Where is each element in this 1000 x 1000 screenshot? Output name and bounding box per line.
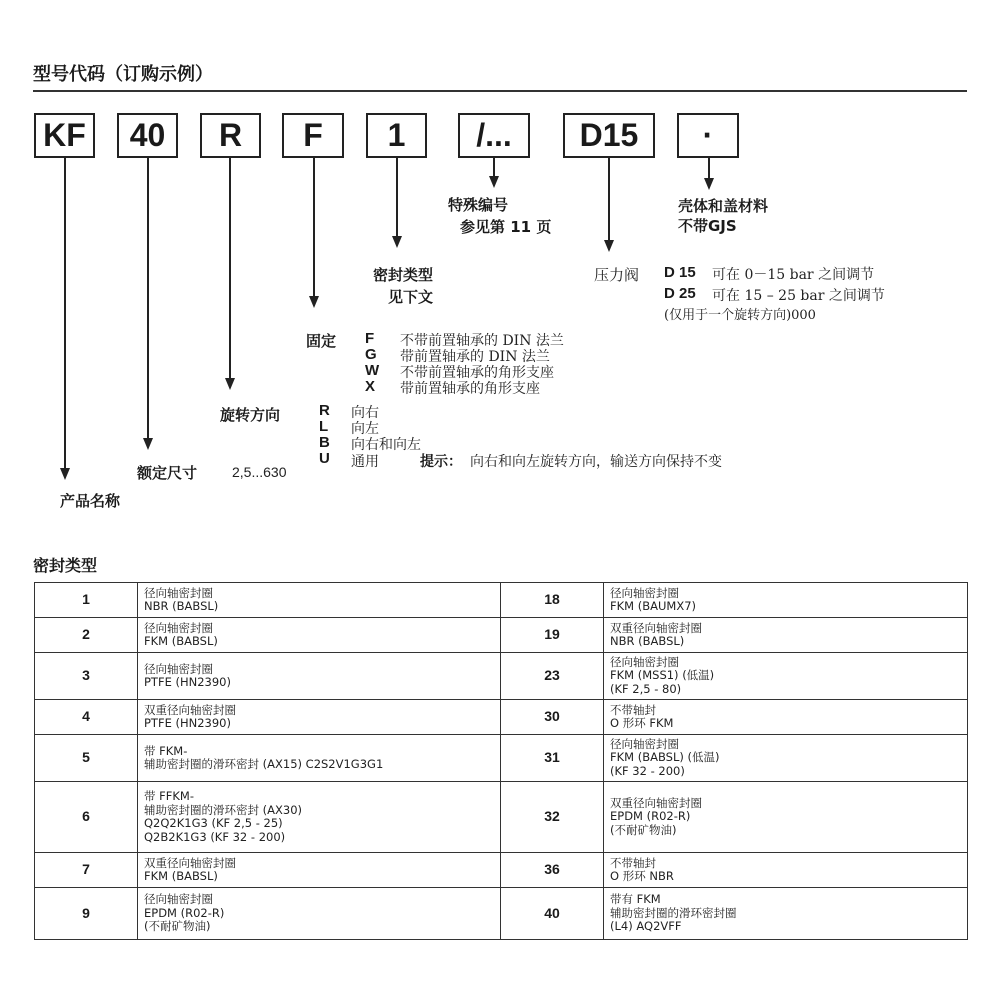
seal-code-cell: 31 [501, 735, 604, 782]
seal-description-line: FKM (BABSL) [144, 634, 218, 648]
seal-code-cell: 5 [35, 735, 138, 782]
arrowhead-mounting [309, 296, 319, 308]
rotation-code-u: U [319, 450, 330, 467]
pressure-note: (仅用于一个旋转方向)000 [664, 308, 816, 323]
rotation-text-b: 向右和向左 [351, 437, 421, 453]
leader-line-special [493, 158, 495, 178]
seal-description-line: EPDM (R02-R) [610, 809, 691, 824]
rotation-hint-text: 向右和向左旋转方向，输送方向保持不变 [470, 454, 722, 470]
rotation-text-r: 向右 [351, 405, 379, 421]
seal-description-line: 辅助密封圈的滑环密封圈 [610, 905, 737, 920]
arrowhead-pressure [604, 240, 614, 252]
seal-description-line: (不耐矿物油) [610, 822, 677, 837]
seal-code-cell: 23 [501, 653, 604, 700]
seal-description-cell [604, 735, 968, 782]
arrowhead-product [60, 468, 70, 480]
rotation-code-b: B [319, 434, 330, 451]
seal-description-line: FKM (BABSL) [144, 869, 218, 883]
page-title: 型号代码（订购示例） [33, 64, 213, 85]
code-box-mounting: F [282, 113, 344, 158]
seal-type-table [34, 582, 968, 940]
seal-description-line: Q2B2K1G3 (KF 32 - 200) [144, 829, 286, 844]
seal-description-line: 径向轴密封圈 [610, 736, 679, 751]
size-value: 2,5...630 [232, 464, 287, 480]
table-row [35, 653, 968, 700]
seal-description-line: 径向轴密封圈 [144, 892, 213, 907]
seal-description-line: 径向轴密封圈 [610, 654, 679, 669]
mount-title: 固定 [306, 332, 337, 350]
seal-description-line: 径向轴密封圈 [144, 585, 213, 600]
seal-description-cell [604, 700, 968, 735]
seal-description-line: O 形环 FKM [610, 716, 674, 730]
pressure-code-d25: D 25 [664, 285, 696, 302]
seal-description-cell [138, 853, 501, 888]
seal-description-line: 带 FKM- [144, 743, 188, 758]
leader-line-housing [708, 158, 710, 180]
seal-title: 密封类型 [373, 266, 434, 284]
seal-description-line: 带有 FKM [610, 892, 661, 907]
seal-description-cell [604, 888, 968, 940]
size-title: 额定尺寸 [137, 464, 198, 482]
product-title: 产品名称 [60, 492, 121, 510]
housing-title: 壳体和盖材料 [678, 197, 769, 215]
seal-description-cell [138, 888, 501, 940]
seal-code-cell: 4 [35, 700, 138, 735]
table-row [35, 700, 968, 735]
seal-description-cell [138, 583, 501, 618]
seal-code-cell: 19 [501, 618, 604, 653]
seal-section-title: 密封类型 [33, 556, 98, 575]
rotation-hint-label: 提示： [420, 454, 462, 470]
seal-description-line: 双重径向轴密封圈 [144, 855, 236, 870]
rotation-text-l: 向左 [351, 421, 379, 437]
arrowhead-size [143, 438, 153, 450]
seal-table-body [35, 583, 968, 940]
pressure-label: 压力阀 [594, 266, 640, 284]
pressure-text-d25: 可在 15 – 25 bar 之间调节 [712, 288, 885, 304]
seal-description-cell [604, 853, 968, 888]
rotation-text-u: 通用 [351, 454, 379, 470]
seal-code-cell: 1 [35, 583, 138, 618]
seal-description-line: (KF 2,5 - 80) [610, 681, 682, 696]
seal-description-line: NBR (BABSL) [144, 599, 219, 613]
seal-description-line: 双重径向轴密封圈 [610, 620, 702, 635]
mount-code-w: W [365, 362, 380, 379]
seal-description-cell [604, 653, 968, 700]
special-title: 特殊编号 [448, 196, 509, 214]
seal-code-cell: 32 [501, 782, 604, 853]
mount-text-g: 带前置轴承的 DIN 法兰 [400, 349, 550, 365]
leader-line-product [64, 158, 66, 470]
seal-description-cell [604, 618, 968, 653]
seal-description-line: NBR (BABSL) [610, 634, 685, 648]
table-row [35, 618, 968, 653]
seal-description-line: 径向轴密封圈 [144, 661, 213, 676]
arrowhead-rotation [225, 378, 235, 390]
seal-code-cell: 18 [501, 583, 604, 618]
leader-line-rotation [229, 158, 231, 380]
leader-line-pressure [608, 158, 610, 241]
arrowhead-housing [704, 178, 714, 190]
seal-description-line: PTFE (HN2390) [144, 716, 231, 730]
seal-description-line: 辅助密封圈的滑环密封 (AX30) [144, 802, 303, 817]
leader-line-mounting [313, 158, 315, 298]
mount-code-x: X [365, 378, 376, 395]
arrowhead-special [489, 176, 499, 188]
table-row [35, 888, 968, 940]
pressure-text-d15: 可在 0－15 bar 之间调节 [712, 267, 875, 283]
seal-code-cell: 9 [35, 888, 138, 940]
seal-description-line: EPDM (R02-R) [144, 905, 225, 920]
mount-text-w: 不带前置轴承的角形支座 [400, 365, 554, 381]
table-row [35, 782, 968, 853]
seal-description-line: 不带轴封 [610, 855, 656, 870]
seal-description-line: 径向轴密封圈 [144, 620, 213, 635]
housing-value: 不带GJS [678, 217, 737, 235]
code-box-special: /... [458, 113, 530, 158]
rotation-code-l: L [319, 418, 329, 435]
seal-description-cell [604, 583, 968, 618]
mount-text-x: 带前置轴承的角形支座 [400, 381, 540, 397]
seal-description-cell [138, 618, 501, 653]
code-box-seal: 1 [366, 113, 427, 158]
seal-description-cell [138, 653, 501, 700]
seal-code-cell: 2 [35, 618, 138, 653]
seal-description-cell [138, 735, 501, 782]
seal-description-line: 带 FFKM- [144, 789, 194, 803]
seal-description-line: FKM (BABSL) (低温) [610, 750, 720, 765]
leader-line-size [147, 158, 149, 440]
seal-code-cell: 6 [35, 782, 138, 853]
leader-line-seal [396, 158, 398, 238]
seal-code-cell: 36 [501, 853, 604, 888]
seal-description-line: 辅助密封圈的滑环密封 (AX15) C2S2V1G3G1 [144, 757, 384, 771]
seal-description-line: (L4) AQ2VFF [610, 919, 682, 934]
seal-description-line: PTFE (HN2390) [144, 675, 231, 689]
seal-code-cell: 3 [35, 653, 138, 700]
special-ref: 参见第 11 页 [460, 218, 552, 236]
seal-description-line: O 形环 NBR [610, 869, 674, 883]
seal-description-line: (不耐矿物油) [144, 919, 211, 934]
code-box-rotation: R [200, 113, 261, 158]
seal-code-cell: 40 [501, 888, 604, 940]
rotation-title: 旋转方向 [220, 406, 281, 424]
seal-ref: 见下文 [388, 288, 434, 306]
seal-description-line: Q2Q2K1G3 (KF 2,5 - 25) [144, 816, 283, 830]
seal-code-cell: 30 [501, 700, 604, 735]
seal-description-line: 径向轴密封圈 [610, 585, 679, 600]
mount-code-f: F [365, 330, 375, 347]
seal-description-line: (KF 32 - 200) [610, 763, 685, 778]
seal-description-line: 双重径向轴密封圈 [610, 795, 702, 810]
seal-description-cell [138, 700, 501, 735]
mount-code-g: G [365, 346, 377, 363]
seal-description-cell [138, 782, 501, 853]
table-row [35, 735, 968, 782]
arrowhead-seal [392, 236, 402, 248]
table-row [35, 583, 968, 618]
seal-code-cell: 7 [35, 853, 138, 888]
pressure-code-d15: D 15 [664, 264, 696, 281]
mount-text-f: 不带前置轴承的 DIN 法兰 [400, 333, 564, 349]
seal-description-line: 不带轴封 [610, 702, 656, 717]
seal-description-line: 双重径向轴密封圈 [144, 702, 236, 717]
seal-description-cell [604, 782, 968, 853]
seal-description-line: FKM (BAUMX7) [610, 599, 696, 613]
code-box-housing: · [677, 113, 739, 158]
seal-description-line: FKM (MSS1) (低温) [610, 668, 715, 683]
code-box-size: 40 [117, 113, 178, 158]
table-row [35, 853, 968, 888]
rotation-code-r: R [319, 402, 330, 419]
code-box-pressure: D15 [563, 113, 655, 158]
header-divider [33, 90, 967, 92]
code-box-product: KF [34, 113, 95, 158]
